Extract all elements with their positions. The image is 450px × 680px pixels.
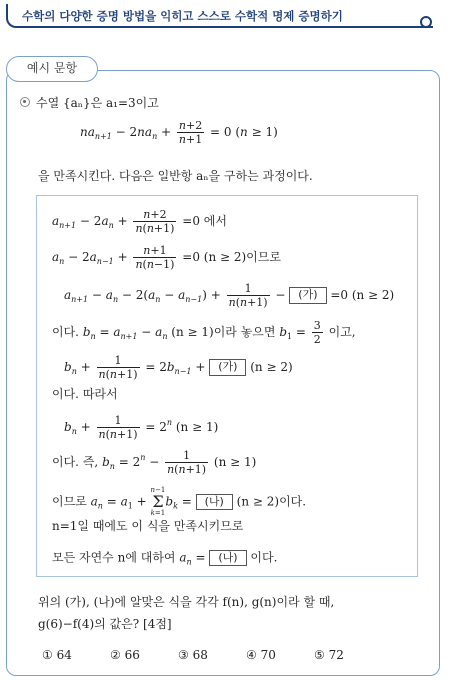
recurrence-equation: $na_{n+1} - 2na_n$ + $\frac{n+2}{n+1}$ = 0 (n ≥ 1) (80, 119, 278, 146)
blank-ga: (가) (289, 287, 326, 303)
proof-line-6: 이다. 따라서 (52, 387, 118, 401)
proof-line-3: $a_{n+1} - a_n - 2(a_n - a_{n-1})$ + $\frac{1}{n(n+1)}$ − (가) =0 (n ≥ 2) (64, 282, 395, 309)
header-dot-icon (420, 16, 432, 28)
proof-line-11: 모든 자연수 n에 대하여 $a_n$ = (나) 이다. (52, 550, 278, 567)
proof-line-4: 이다. $b_n = a_{n+1} - a_n$ (n ≥ 1)이라 놓으면 $b_1$ = $\frac{3}{2}$ 이고, (52, 319, 356, 346)
proof-line-10: n=1일 때에도 이 식을 만족시키므로 (52, 519, 244, 533)
choice-3[interactable]: ③ 68 (178, 648, 208, 662)
bullet-icon (20, 97, 30, 107)
blank-ga-2: (가) (209, 359, 246, 375)
blank-na: (나) (196, 494, 233, 510)
proof-line-5: $b_n$ + $\frac{1}{n(n+1)}$ = $2b_{n-1}$ + (가) (n ≥ 2) (64, 354, 293, 381)
section-tag: 예시 문항 (6, 56, 98, 82)
choice-4[interactable]: ④ 70 (246, 648, 276, 662)
proof-line-8: 이다. 즉, $b_n = 2^n$ − $\frac{1}{n(n+1)}$ (n ≥ 1) (52, 449, 257, 476)
question-line-1: 위의 (가), (나)에 알맞은 식을 각각 f(n), g(n)이라 할 때, (38, 595, 335, 609)
proof-line-1: $a_{n+1} - 2a_n$ + $\frac{n+2}{n(n+1)}$ =0 에서 (52, 208, 227, 235)
problem-condition: 을 만족시킨다. 다음은 일반항 aₙ을 구하는 과정이다. (38, 169, 313, 183)
choice-5[interactable]: ⑤ 72 (314, 648, 344, 662)
choice-1[interactable]: ① 64 (42, 648, 72, 662)
proof-line-9: 이므로 $a_n = a_1$ + n−1 Σ k=1 $b_k$ = (나) (n ≥ 2)이다. (52, 486, 307, 517)
proof-line-2: $a_n - 2a_{n-1}$ + $\frac{n+1}{n(n-1)}$ =0 (n ≥ 2)이므로 (52, 244, 281, 271)
header-title: 수학의 다양한 증명 방법을 익히고 스스로 수학적 명제 증명하기 (22, 9, 343, 23)
proof-line-7: $b_n$ + $\frac{1}{n(n+1)}$ = $2^n$ (n ≥ 1) (64, 414, 219, 441)
choice-2[interactable]: ② 66 (110, 648, 140, 662)
problem-intro: 수열 {aₙ}은 a₁=3이고 (36, 96, 159, 110)
blank-na-2: (나) (209, 550, 246, 566)
question-line-2: g(6)−f(4)의 값은? [4점] (38, 617, 172, 631)
sigma-sum: n−1 Σ k=1 (150, 486, 166, 517)
header-banner (6, 4, 436, 32)
